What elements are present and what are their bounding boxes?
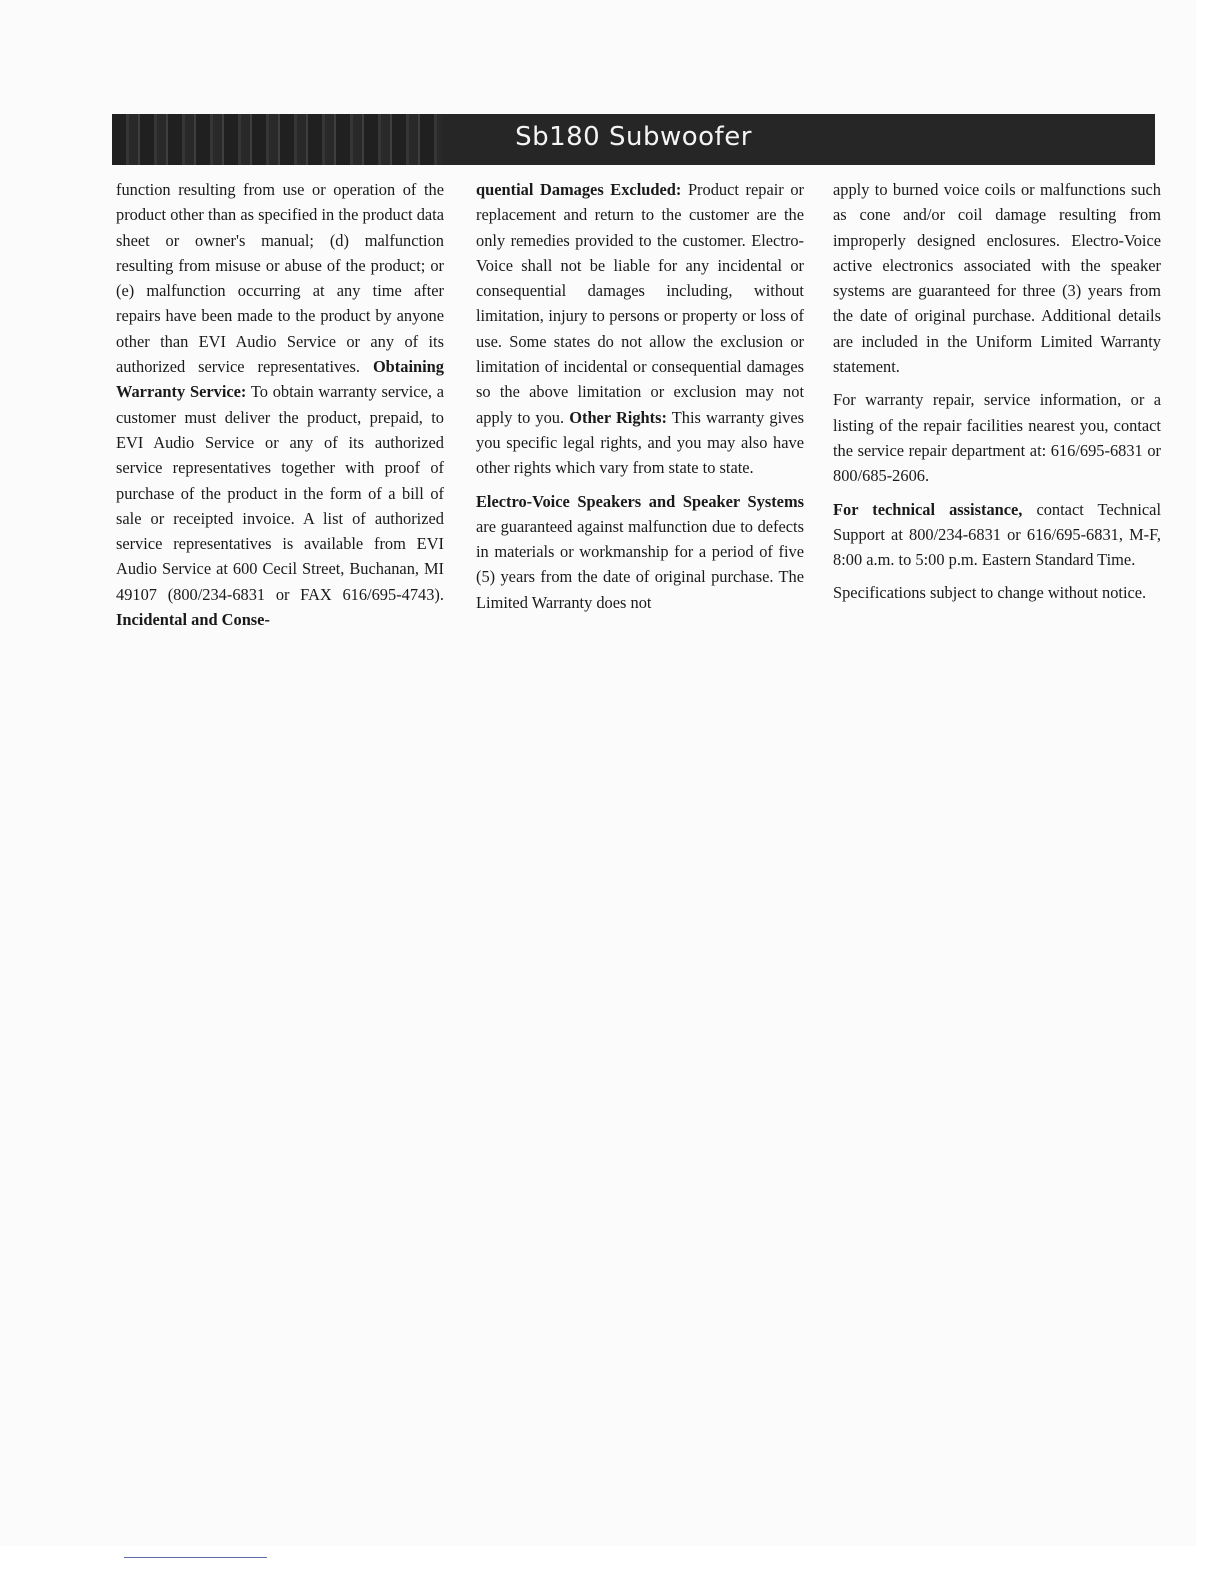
text-run: are guaranteed against malfunction due to defects in materials or workmanship for a period of five (5) years from the date of original purchase. The Limited Warranty does not: [476, 516, 804, 612]
paragraph-damages-excluded: [476, 177, 804, 481]
heading-speakers-and-systems: Electro-Voice Speakers and Speaker Systems: [476, 491, 804, 511]
paragraph-warranty-exclusions: [116, 177, 444, 632]
page-title: Sb180 Subwoofer: [515, 122, 752, 152]
footer-rule: [124, 1557, 267, 1558]
paragraph-limited-warranty: [833, 177, 1161, 379]
paragraph-specifications-notice: [833, 580, 1161, 605]
heading-obtaining-warranty-service: Obtaining Warranty Service:: [116, 357, 444, 402]
text-run: function resulting from use or operation of the product other than as specified in the product data sheet or owner's manual; (d) malfunction resulting from misuse or abuse of the product; or (e) malfunction occurring at any time after repairs have been made to the product by anyone other than EVI Audio Service or any of its authorized service representatives.: [116, 180, 444, 377]
heading-other-rights: Other Rights:: [569, 407, 667, 427]
heading-incidental-damages: Incidental and Conse-: [116, 610, 270, 630]
heading-technical-assistance: For technical assistance,: [833, 499, 1023, 519]
text-run: Product repair or replacement and return to the customer are the only remedies provided to the customer. Electro-Voice shall not be liable for any incidental or consequential damages including, without limitation, injury to persons or property or loss of use. Some states do not allow the exclusion or limitation of incidental or consequential damages so the above limitation or exclusion may not apply to you.: [476, 180, 804, 427]
text-run: apply to burned voice coils or malfunctions such as cone and/or coil damage resulting from improperly designed enclosures. Electro-Voice active electronics associated with the speaker systems are guaranteed for three (3) years from the date of original purchase. Additional details are included in the Uniform Limited Warranty statement.: [833, 180, 1161, 377]
text-column-1: [116, 177, 444, 640]
text-run: contact Technical Support at 800/234-6831 or 616/695-6831, M-F, 8:00 a.m. to 5:00 p.m. Eastern Standard Time.: [833, 499, 1161, 570]
heading-consequential-damages: quential Damages Excluded:: [476, 180, 682, 199]
paragraph-warranty-repair-contact: [833, 387, 1161, 488]
paragraph-technical-assistance: [833, 497, 1161, 573]
paragraph-speaker-guarantee: [476, 489, 804, 615]
text-column-3: [833, 177, 1161, 614]
text-run: Specifications subject to change without notice.: [833, 583, 1147, 603]
text-column-2: [476, 177, 804, 623]
text-run: To obtain warranty service, a customer must deliver the product, prepaid, to EVI Audio Service or any of its authorized service representatives together with proof of purchase of the product in the form of a bill of sale or receipted invoice. A list of authorized service representatives is available from EVI Audio Service at 600 Cecil Street, Buchanan, MI 49107 (800/234-6831 or FAX 616/695-4743).: [116, 382, 444, 604]
text-run: For warranty repair, service information, or a listing of the repair facilities nearest you, contact the service repair department at: 616/695-6831 or 800/685-2606.: [833, 390, 1161, 486]
text-run: This warranty gives you specific legal rights, and you may also have other rights which vary from state to state.: [476, 407, 805, 478]
header-banner: [112, 114, 1155, 165]
